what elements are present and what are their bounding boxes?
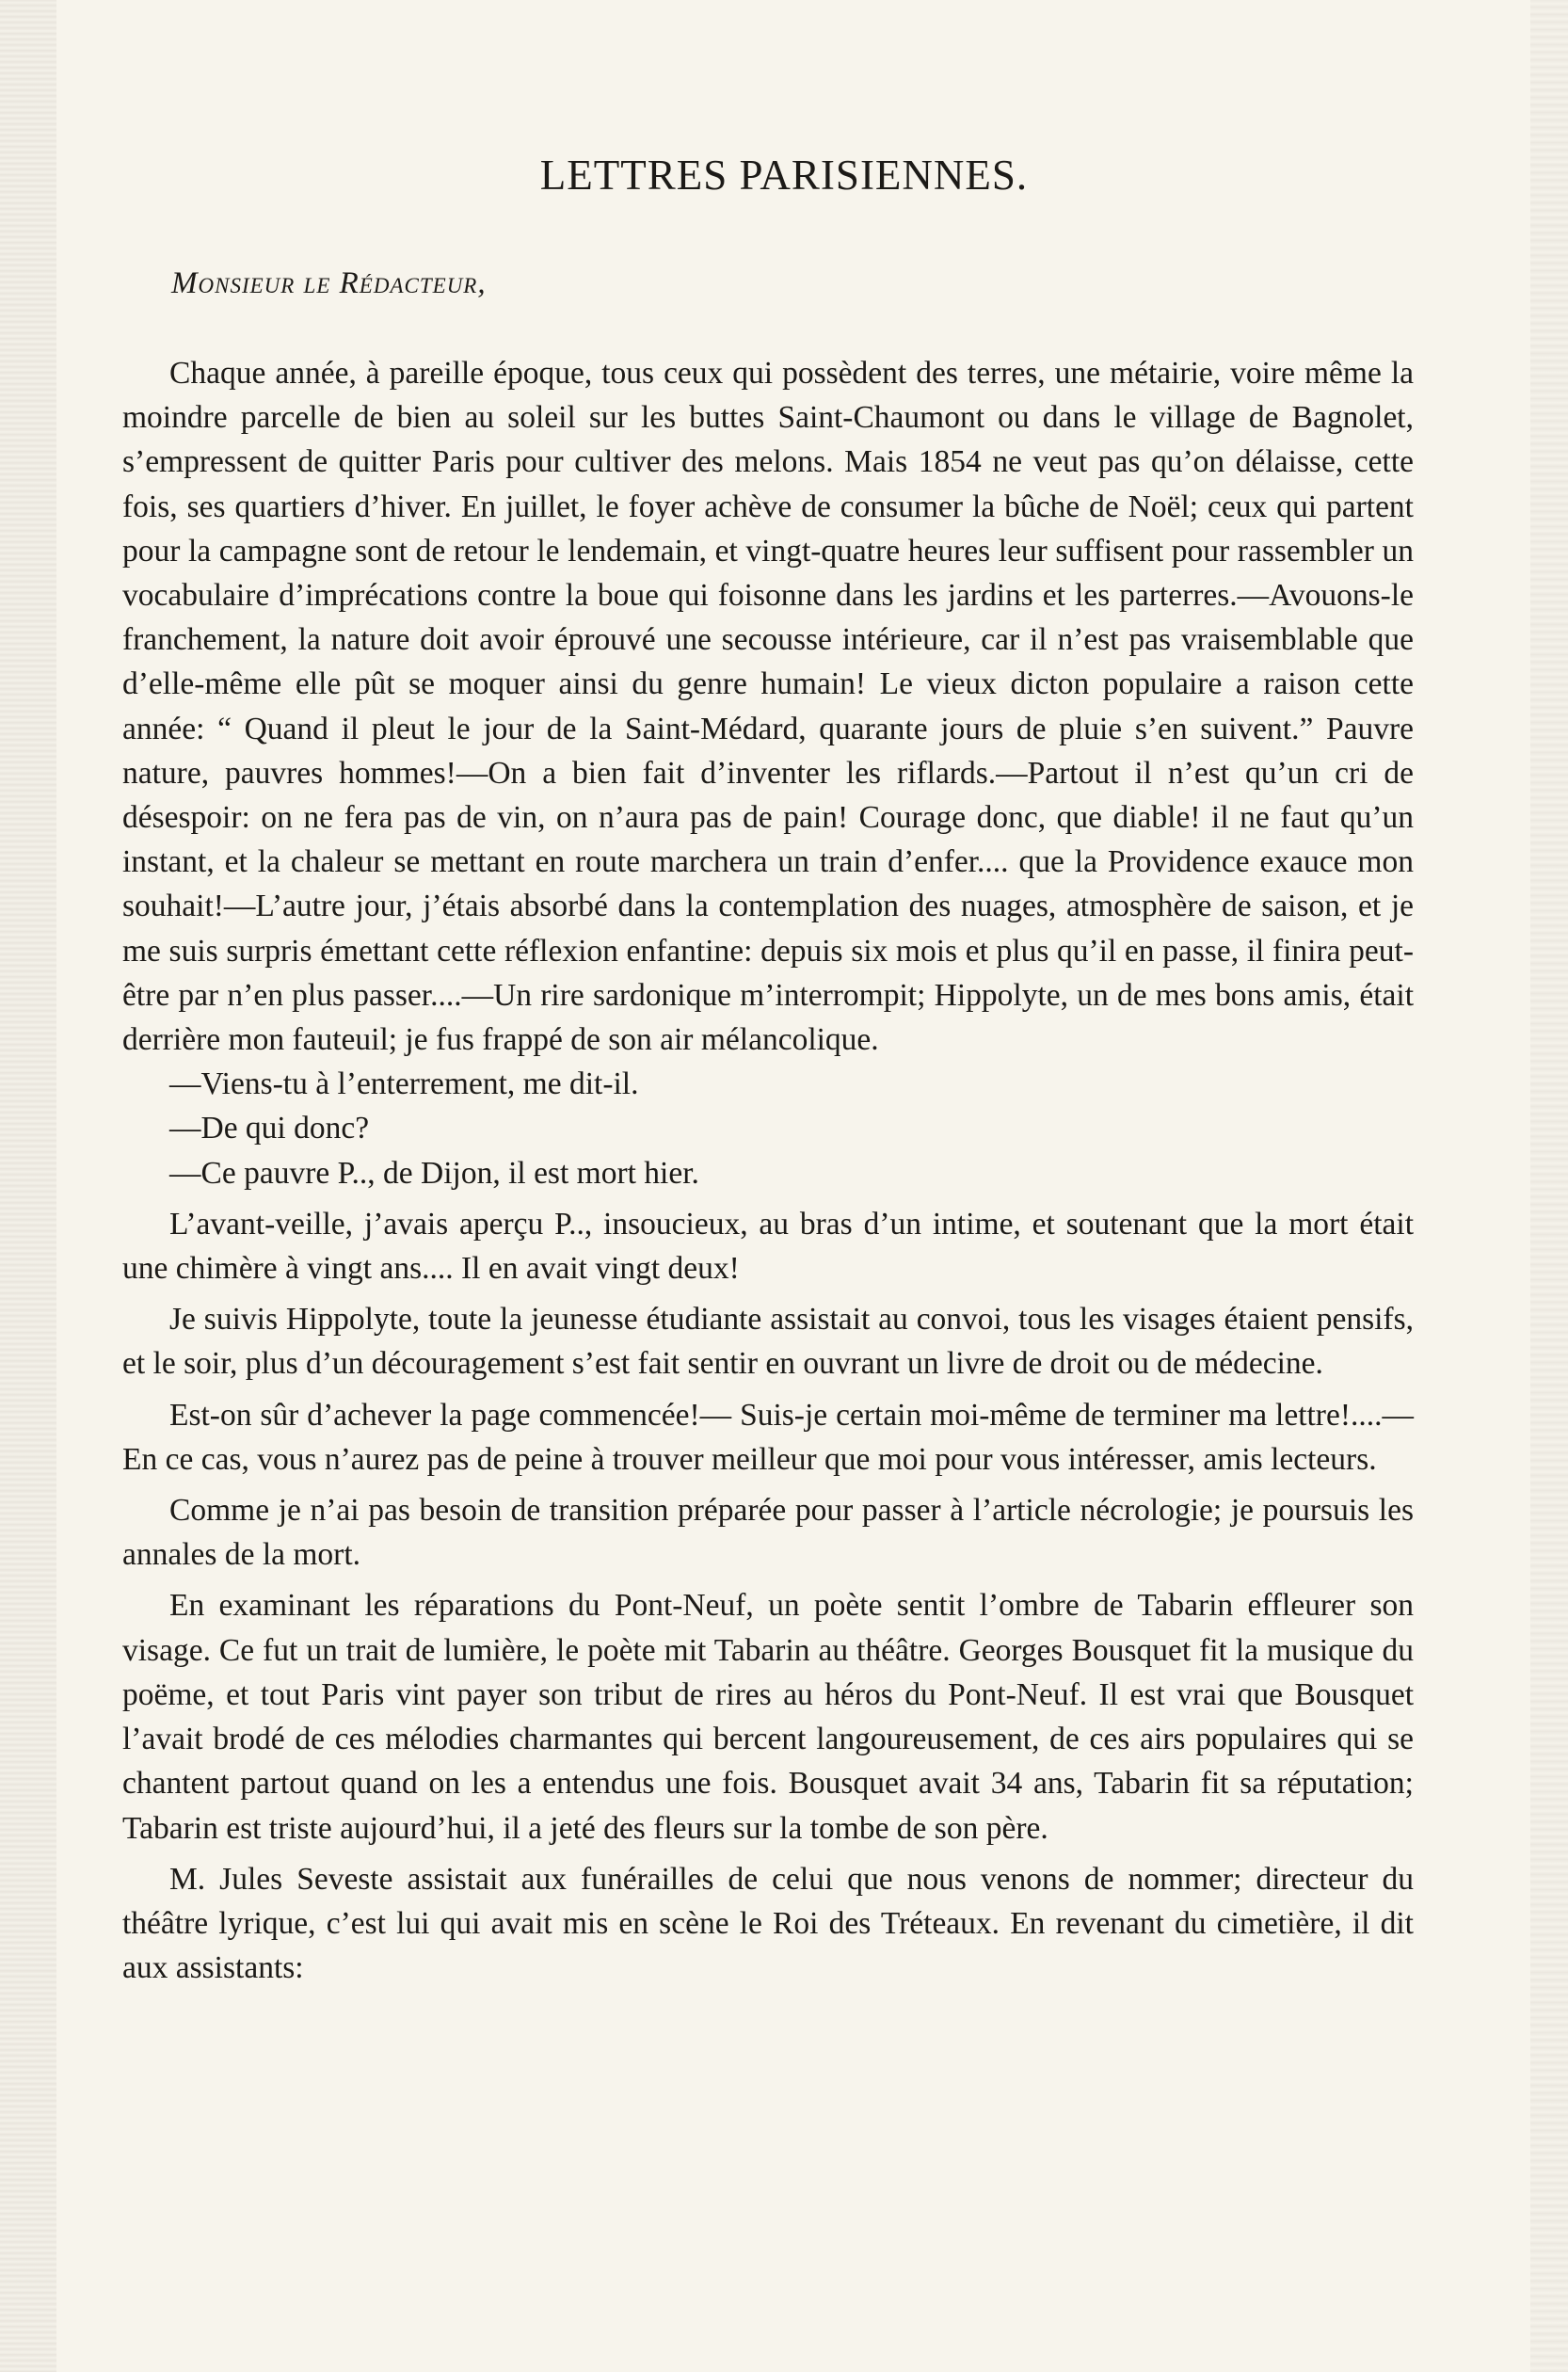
page-title: LETTRES PARISIENNES. (539, 152, 1029, 199)
body-text (122, 351, 1414, 1990)
paragraph-necrologie: Comme je n’ai pas besoin de transition préparée pour passer à l’article nécrologie; je poursuis les annales de la mort. (122, 1493, 1414, 1573)
paragraph-tabarin: En examinant les réparations du Pont-Neuf, un poète sentit l’ombre de Tabarin effleurer son visage. Ce fut un trait de lumière, le poète mit Tabarin au théâtre. Georges Bousquet fit la musique du poëme, et tout Paris vint payer son tribut de rires au héros du Pont-Neuf. Il est vrai que Bousquet l’avait brodé de ces mélodies charmantes qui bercent langoureusement, de ces airs populaires qui se chantent partout quand on les a entendus une fois. Bousquet avait 34 ans, Tabarin fit sa réputation; Tabarin est triste aujourd’hui, il a jeté des fleurs sur la tombe de son père. (122, 1588, 1414, 1846)
scan-edge-left (0, 0, 56, 2372)
paragraph-page-commencee: Est-on sûr d’achever la page commencée!— Suis-je certain moi-même de terminer ma lettre!....—En ce cas, vous n’aurez pas de peine à trouver meilleur que moi pour vous intéresser, amis lecteurs. (122, 1397, 1414, 1477)
dialogue-line-3: —Ce pauvre P.., de Dijon, il est mort hier. (169, 1155, 699, 1191)
dialogue-line-1: —Viens-tu à l’enterrement, me dit-il. (169, 1066, 639, 1102)
dialogue-line-2: —De qui donc? (169, 1111, 370, 1146)
paragraph-hippolyte: Je suivis Hippolyte, toute la jeunesse étudiante assistait au convoi, tous les visages étaient pensifs, et le soir, plus d’un découragement s’est fait sentir en ouvrant un livre de droit ou de médecine. (122, 1302, 1414, 1382)
salutation: Monsieur le Rédacteur, (171, 266, 487, 300)
paragraph-avant-veille: L’avant-veille, j’avais aperçu P.., insoucieux, au bras d’un intime, et soutenant que la mort était une chimère à vingt ans.... Il en avait vingt deux! (122, 1206, 1414, 1287)
paragraph-1: Chaque année, à pareille époque, tous ceux qui possèdent des terres, une métairie, voire même la moindre parcelle de bien au soleil sur les buttes Saint-Chaumont ou dans le village de Bagnolet, s’empressent de quitter Paris pour cultiver des melons. Mais 1854 ne veut pas qu’on délaisse, cette fois, ses quartiers d’hiver. En juillet, le foyer achève de consumer la bûche de Noël; ceux qui partent pour la campagne sont de retour le lendemain, et vingt-quatre heures leur suffisent pour rassembler un vocabulaire d’imprécations contre la boue qui foisonne dans les jardins et les parterres.—Avouons-le franchement, la nature doit avoir éprouvé une secousse intérieure, car il n’est pas vraisemblable que d’elle-même elle pût se moquer ainsi du genre humain! Le vieux dicton populaire a raison cette année: “ Quand il pleut le jour de la Saint-Médard, quarante jours de pluie s’en suivent.” Pauvre nature, pauvres hommes!—On a bien fait d’inventer les riflards.—Partout il n’est qu’un cri de désespoir: on ne fera pas de vin, on n’aura pas de pain! Courage donc, que diable! il ne faut qu’un instant, et la chaleur se mettant en route marchera un train d’enfer.... que la Providence exauce mon souhait!—L’autre jour, j’étais absorbé dans la contemplation des nuages, atmosphère de saison, et je me suis surpris émettant cette réflexion enfantine: depuis six mois et plus qu’il en passe, il finira peut-être par n’en plus passer....—Un rire sardonique m’interrompit; Hippolyte, un de mes bons amis, était derrière mon fauteuil; je fus frappé de son air mélancolique. (122, 356, 1414, 1058)
paragraph-seveste: M. Jules Seveste assistait aux funérailles de celui que nous venons de nommer; directeur du théâtre lyrique, c’est lui qui avait mis en scène le Roi des Tréteaux. En revenant du cimetière, il dit aux assistants: (122, 1861, 1414, 1986)
scan-edge-right (1530, 0, 1568, 2372)
